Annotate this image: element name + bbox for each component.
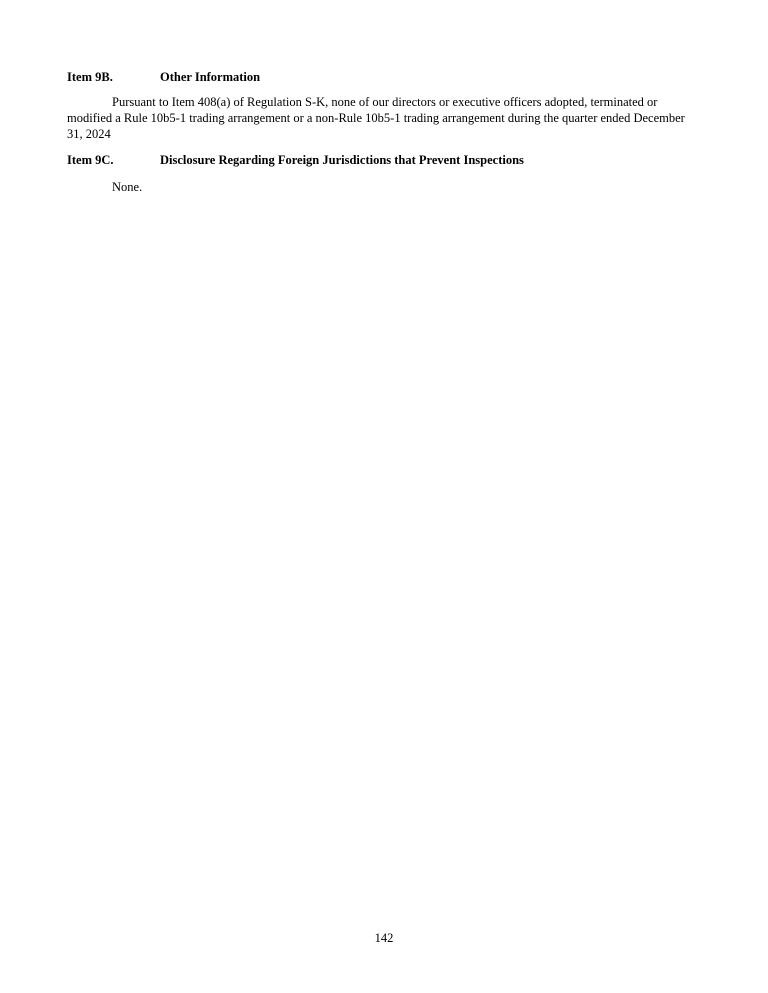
section-heading-item-9c	[67, 152, 690, 168]
item-9b-paragraph: Pursuant to Item 408(a) of Regulation S-K, none of our directors or executive officers adopted, terminated or modified a Rule 10b5-1 trading arrangement or a non-Rule 10b5-1 trading arrangement during the quarter ended December 31, 2024	[67, 95, 685, 141]
page-content	[67, 69, 690, 195]
item-9c-label: Item 9C.	[67, 153, 114, 167]
item-9b-label: Item 9B.	[67, 70, 113, 84]
item-9c-title: Disclosure Regarding Foreign Jurisdictions that Prevent Inspections	[160, 153, 524, 167]
item-9c-paragraph: None.	[112, 180, 143, 194]
page-number: 142	[374, 931, 394, 945]
section-heading-item-9b	[67, 69, 690, 85]
item-9b-title: Other Information	[160, 70, 261, 84]
